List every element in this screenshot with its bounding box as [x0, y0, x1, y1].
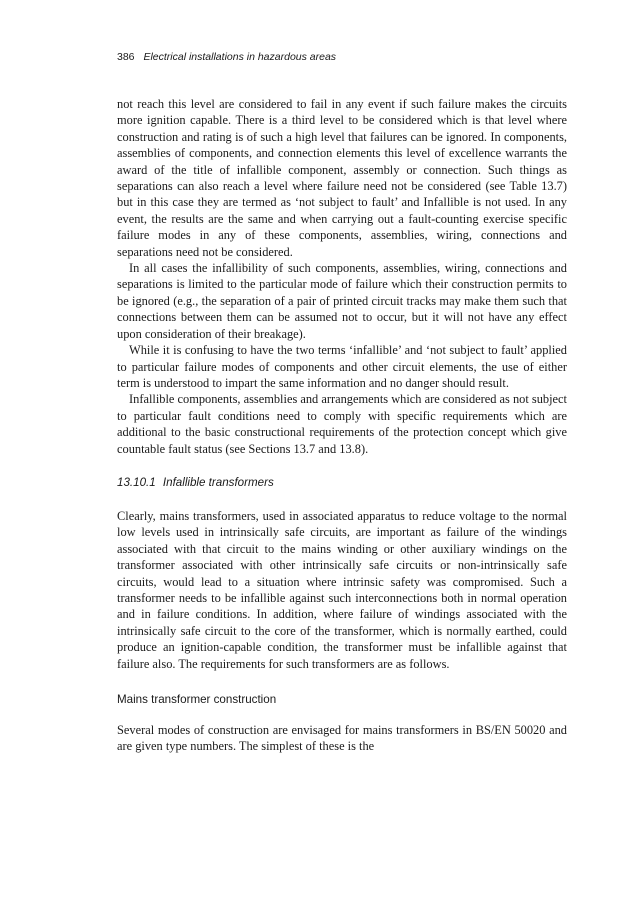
book-page [117, 50, 567, 755]
section-number: 13.10.1 [117, 475, 156, 489]
section-title: Infallible transformers [162, 475, 274, 489]
paragraph-construction: Several modes of construction are envisaged for mains transformers in BS/EN 50020 and are given type numbers. The simplest of these is the [117, 723, 567, 754]
paragraph-continued: not reach this level are considered to fail in any event if such failure makes the circuits more ignition capable. There is a third level to be considered which is that level where construction and rating is of such a high level that failures can be ignored. In components, assemblies of components, and connection elements this level of excellence warrants the award of the title of infallible component, assembly or connection. Such things as separations can also reach a level where failure need not be considered (see Table 13.7) but in this case they are termed as ‘not subject to fault’ and Infallible is not used. In any event, the results are the same and when carrying out a fault-counting exercise specific failure modes in any of these components, assemblies, wiring, connections and separations need not be considered. [117, 97, 567, 259]
running-head-title: Electrical installations in hazardous areas [143, 51, 337, 63]
running-head [117, 50, 567, 64]
paragraph-terms: While it is confusing to have the two terms ‘infallible’ and ‘not subject to fault’ applied to particular failure modes of components and other circuit elements, the use of either term is understood to impart the same information and no danger should result. [117, 343, 567, 390]
section-heading [117, 475, 567, 491]
subsection-heading: Mains transformer construction [117, 693, 277, 706]
page-number: 386 [117, 51, 135, 63]
paragraph-infallibility-limits: In all cases the infallibility of such components, assemblies, wiring, connections and separations is limited to the particular mode of failure which their construction permits to be ignored (e.g., the separation of a pair of printed circuit tracks may make them such that connections between them can be assumed not to occur, but it will not have any effect upon consideration of their breakage). [117, 261, 567, 341]
paragraph-requirements: Infallible components, assemblies and arrangements which are considered as not subject to particular fault conditions need to comply with specific requirements which are additional to the basic constructional requirements of the protection concept which give countable fault status (see Sections 13.7 and 13.8). [117, 392, 568, 456]
paragraph-transformers: Clearly, mains transformers, used in associated apparatus to reduce voltage to the normal low levels used in intrinsically safe circuits, are important as failure of the windings associated with that circuit to the mains winding or other auxiliary windings on the transformer associated with other intrinsically safe circuits or non-intrinsically safe circuits, would lead to a situation where intrinsic safety was compromised. Such a transformer needs to be infallible against such interconnections both in normal operation and in failure conditions. In addition, where failure of windings associated with the intrinsically safe circuit to the core of the transformer, which is normally earthed, could produce an ignition-capable condition, the transformer must be infallible against that failure also. The requirements for such transformers are as follows. [117, 508, 567, 671]
